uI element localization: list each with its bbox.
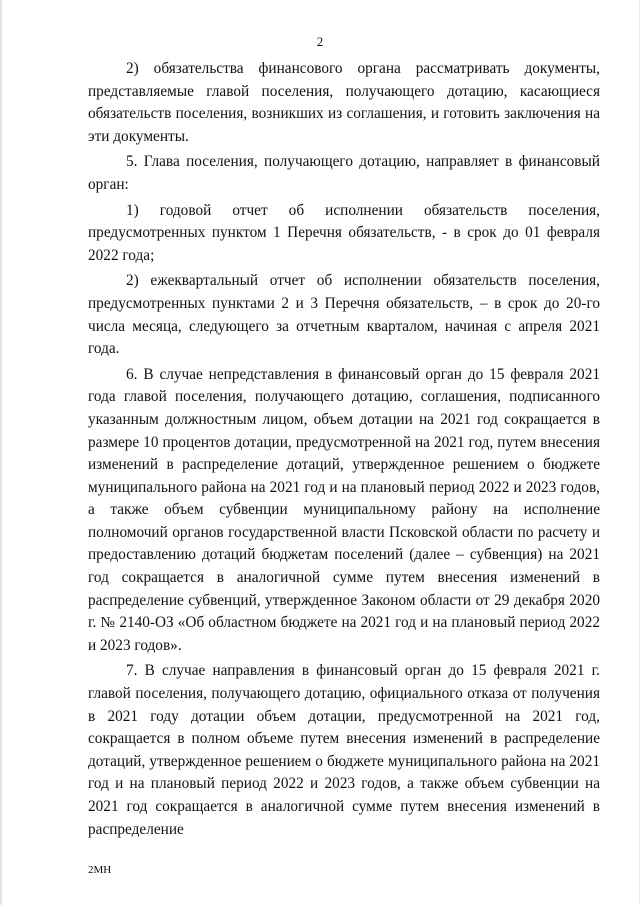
document-body [88,58,600,841]
footer-code: 2МН [88,864,112,876]
scan-edge-left [0,0,2,905]
paragraph-7: 7. В случае направления в финансовый орган до 15 февраля 2021 г. главой поселения, получающего дотацию, официального отказа от получения в 2021 году дотации объем дотации, предусмотренной на 2021 год, сокращается в полном объеме путем внесения изменений в распределение дотаций, утвержденное решением о бюджете муниципального района на 2021 год и на плановый период 2022 и 2023 годов, а также объем субвенции на 2021 год сокращается в аналогичной сумме путем внесения изменений в распределение [88,662,600,838]
paragraph-6: 6. В случае непредставления в финансовый орган до 15 февраля 2021 года главой поселения, получающего дотацию, соглашения, подписанного указанным должностным лицом, объем дотации на 2021 год сокращается в размере 10 процентов дотации, предусмотренной на 2021 год, путем внесения изменений в распределение дотаций, утвержденное решением о бюджете муниципального района на 2021 год и на плановый период 2022 и 2023 годов, а также объем субвенции муниципальному району на исполнение полномочий органов государственной власти Псковской области по расчету и предоставлению дотаций бюджетам поселений (далее – субвенция) на 2021 год сокращается в аналогичной сумме путем внесения изменений в распределение субвенций, утвержденное Законом области от 29 декабря 2020 г. № 2140-ОЗ «Об областном бюджете на 2021 год и на плановый период 2022 и 2023 годов». [88,365,600,654]
paragraph-obligations-financial-organ: 2) обязательства финансового органа рассматривать документы, представляемые главой поселения, получающего дотацию, касающиеся обязательств поселения, возникших из соглашения, и готовить заключения на эти документы. [88,60,600,145]
paragraph-5-item-2: 2) ежеквартальный отчет об исполнении обязательств поселения, предусмотренных пунктами 2 и 3 Перечня обязательств, – в срок до 20-го числа месяца, следующего за отчетным кварталом, начиная с апреля 2021 года. [88,272,600,358]
page-number: 2 [316,34,324,49]
paragraph-5-item-1: 1) годовой отчет об исполнении обязательств поселения, предусмотренных пунктом 1 Перечня обязательств, - в срок до 01 февраля 2022 года; [88,201,600,264]
paragraph-5: 5. Глава поселения, получающего дотацию, направляет в финансовый орган: [88,153,600,193]
